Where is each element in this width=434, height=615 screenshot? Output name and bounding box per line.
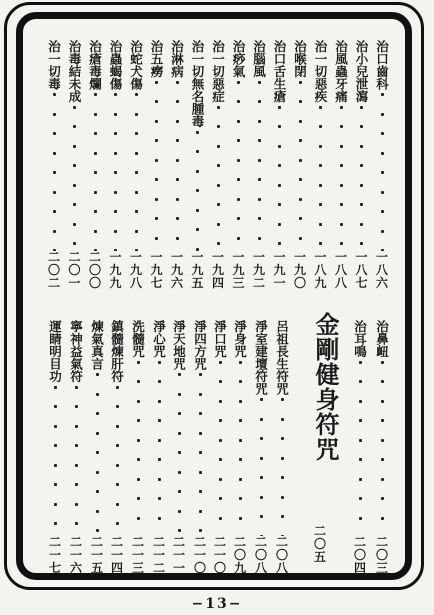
toc-page-number: 二 〇 五 — [313, 524, 326, 564]
dot-leader — [114, 93, 117, 251]
toc-page-number: 一 九 一 — [273, 250, 286, 290]
toc-entry — [85, 40, 105, 290]
toc-page-number: 二 〇 四 — [353, 535, 366, 575]
toc-entry — [208, 40, 228, 290]
toc-entry — [331, 40, 351, 290]
toc-entry-title: 治蛇犬傷 — [128, 40, 144, 90]
toc-entry-title: 治五癆 — [149, 40, 164, 78]
toc-page-number: 一 九 八 — [129, 250, 142, 290]
dot-leader — [381, 93, 384, 251]
toc-entry — [66, 320, 86, 575]
toc-page-number: 一 八 九 — [314, 250, 327, 290]
toc-entry — [106, 40, 126, 290]
page-number: −13− — [191, 596, 243, 612]
toc-page-number: 二 一 五 — [90, 535, 103, 575]
toc-entry-title: 治淋病 — [169, 40, 185, 78]
toc-entry — [126, 40, 146, 290]
toc-page-number: 二 〇 一 — [68, 250, 81, 290]
toc-entry-title: 煉氣真言 — [89, 320, 105, 370]
toc-entry-title: 運睛明目功 — [47, 320, 63, 383]
toc-entry — [188, 40, 208, 290]
toc-entry — [128, 320, 148, 575]
toc-page-number: 二 一 一 — [172, 535, 185, 575]
toc-page-number: 一 九 四 — [211, 250, 224, 290]
toc-entry — [372, 40, 392, 290]
toc-entry — [272, 320, 292, 575]
dot-leader — [75, 386, 78, 537]
toc-page-number: 一 九 二 — [252, 250, 265, 290]
toc-entry-title: 治鼻衄 — [374, 320, 390, 358]
toc-page-number: 一 九 〇 — [293, 250, 306, 290]
toc-entry-title: 鎮髓煉肝符 — [109, 320, 125, 383]
toc-entry-title: 呂祖長生符咒 — [274, 320, 290, 395]
dot-leader — [94, 93, 97, 251]
toc-page-number: 一 九 六 — [170, 250, 183, 290]
toc-entry — [87, 320, 107, 575]
toc-entry — [107, 320, 127, 575]
toc-entry-title: 治瘡毒爛 — [87, 40, 103, 90]
dot-leader — [135, 93, 138, 251]
dot-leader — [199, 373, 202, 536]
toc-entry — [372, 320, 392, 575]
dot-leader — [260, 398, 263, 536]
toc-entry-title: 淨天地咒 — [171, 320, 187, 370]
toc-entry-title: 寧神益氣符 — [68, 320, 84, 383]
toc-entry-title: 治口齒科 — [374, 40, 390, 90]
toc-entry — [270, 40, 290, 290]
toc-page-number: 二 〇 八 — [254, 535, 267, 575]
toc-entry-title: 治喉閉 — [292, 40, 308, 78]
section-heading-page — [310, 525, 330, 575]
toc-page-number: 二 一 二 — [152, 535, 165, 575]
toc-page-number: 二 〇 二 — [47, 250, 60, 290]
toc-entry-title: 治毒結未成 — [67, 40, 82, 103]
toc-entry-title: 治一切惡疾 — [313, 40, 328, 103]
dot-leader — [319, 106, 322, 252]
dot-leader — [155, 81, 158, 252]
toc-entry-title: 治痧氣 — [231, 40, 246, 78]
toc-entry-title: 治風蟲牙痛 — [333, 40, 349, 103]
toc-page-number: 二 〇 三 — [375, 535, 388, 575]
dot-leader — [54, 386, 57, 537]
toc-entry-title: 淨四方咒 — [192, 320, 208, 370]
toc-entry — [290, 40, 310, 290]
toc-entry — [249, 40, 269, 290]
toc-entry — [147, 40, 167, 290]
toc-page-number: 二 〇 九 — [233, 535, 246, 575]
toc-page-number: 一 八 八 — [334, 250, 347, 290]
dot-leader — [281, 398, 284, 536]
toc-entry-title: 淨室建壇符咒 — [253, 320, 269, 395]
toc-entry — [210, 320, 230, 575]
dot-leader — [219, 361, 222, 537]
dot-leader — [239, 361, 242, 537]
toc-entry — [350, 320, 370, 575]
toc-entry — [149, 320, 169, 575]
toc-page-number: 二 〇 〇 — [88, 250, 101, 290]
toc-page-number: 二 一 〇 — [213, 535, 226, 575]
toc-entry — [229, 40, 249, 290]
toc-entry — [169, 320, 189, 575]
dot-leader — [53, 93, 56, 251]
toc-entry — [251, 320, 271, 575]
toc-entry-title: 治一切無名腫毒 — [190, 40, 205, 128]
toc-entry-title: 淨心咒 — [151, 320, 167, 358]
toc-entry — [190, 320, 210, 575]
dot-leader — [196, 131, 199, 252]
toc-page-number: 二 一 〇 — [193, 535, 206, 575]
toc-page-number: 一 九 五 — [191, 250, 204, 290]
toc-entry-title: 治一切惡症 — [210, 40, 226, 103]
dot-leader — [299, 81, 302, 252]
toc-page-number: 一 八 七 — [355, 250, 368, 290]
toc-entry — [167, 40, 187, 290]
toc-entry-title: 治腦風 — [251, 40, 267, 78]
dot-leader — [381, 361, 384, 537]
toc-page-number: 二 一 四 — [110, 535, 123, 575]
dot-leader — [158, 361, 161, 537]
toc-page-number: 二 〇 八 — [275, 535, 288, 575]
dot-leader — [258, 81, 261, 252]
dot-leader — [278, 106, 281, 252]
toc-page-number: 二 一 七 — [48, 535, 61, 575]
toc-entry — [44, 40, 64, 290]
dot-leader — [360, 106, 363, 252]
toc-entry — [311, 40, 331, 290]
toc-entry — [45, 320, 65, 575]
toc-page-number: 一 九 九 — [109, 250, 122, 290]
dot-leader — [359, 361, 362, 537]
dot-leader — [73, 106, 76, 252]
toc-entry — [352, 40, 372, 290]
dot-leader — [96, 373, 99, 536]
dot-leader — [237, 81, 240, 252]
toc-page-number: 二 一 六 — [69, 535, 82, 575]
dot-leader — [340, 106, 343, 252]
toc-entry-title: 淨口咒 — [212, 320, 228, 358]
toc-entry — [65, 40, 85, 290]
toc-entry — [230, 320, 250, 575]
toc-entry-title: 治小兒泄瀉 — [354, 40, 369, 103]
toc-entry-title: 淨身咒 — [232, 320, 248, 358]
dot-leader — [116, 386, 119, 537]
toc-page-number: 一 九 七 — [150, 250, 163, 290]
dot-leader — [137, 361, 140, 537]
toc-page-number: 一 八 六 — [375, 250, 388, 290]
toc-entry-title: 治耳鳴 — [352, 320, 368, 358]
toc-page-number: 二 一 三 — [131, 535, 144, 575]
toc-entry-title: 治蟲蝎傷 — [108, 40, 123, 90]
toc-entry-title: 治口舌生瘡 — [272, 40, 287, 103]
dot-leader — [178, 373, 181, 536]
toc-entry-title: 治一切毒 — [46, 40, 62, 90]
dot-leader — [176, 81, 179, 252]
dot-leader — [217, 106, 220, 252]
section-heading: 金剛健身符咒 — [311, 312, 339, 462]
toc-entry-title: 洗髓咒 — [130, 320, 146, 358]
toc-page-number: 一 九 三 — [232, 250, 245, 290]
